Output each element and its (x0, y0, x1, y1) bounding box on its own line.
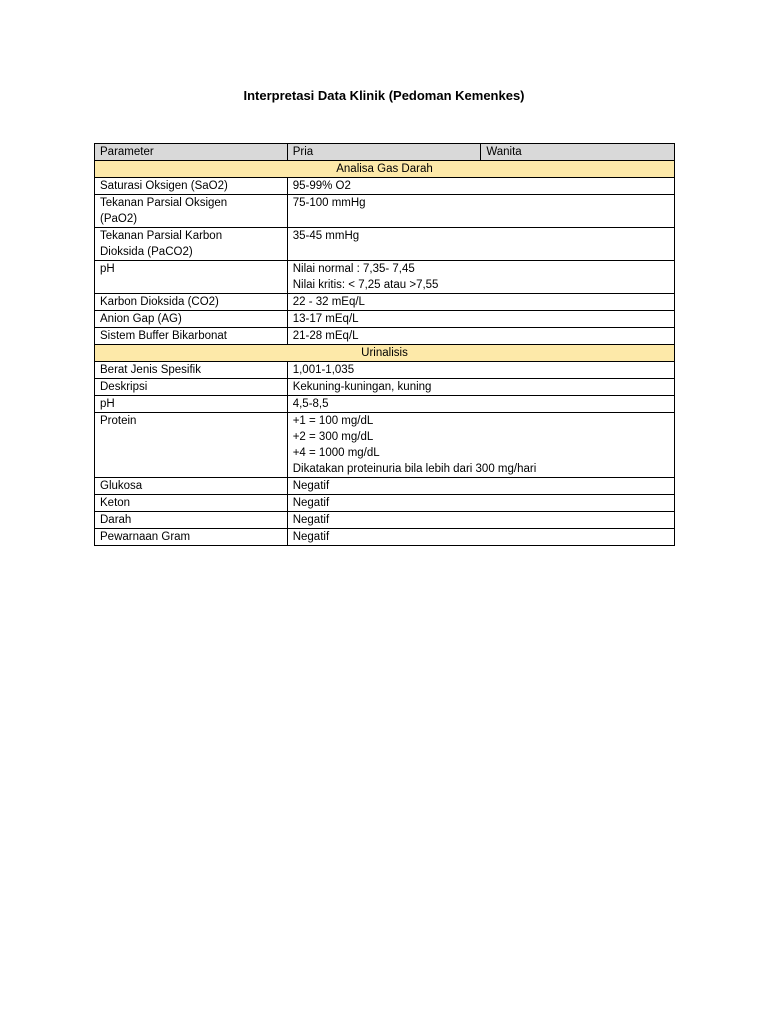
parameter-text: Berat Jenis Spesifik (100, 364, 201, 376)
parameter-cell (95, 379, 288, 396)
value-text: Kekuning-kuningan, kuning (292, 381, 432, 393)
parameter-text: Karbon Dioksida (CO2) (100, 296, 219, 308)
table-row (95, 512, 675, 529)
parameter-text: Dioksida (PaCO2) (100, 246, 193, 258)
parameter-text: Tekanan Parsial Karbon (100, 230, 223, 242)
section-title: Analisa Gas Darah (95, 161, 675, 178)
table-row (95, 478, 675, 495)
parameter-cell (95, 328, 288, 345)
parameter-cell (95, 396, 288, 413)
table-row (95, 379, 675, 396)
parameter-cell (95, 413, 288, 478)
table-row (95, 529, 675, 546)
value-text: 4,5-8,5 (292, 398, 329, 410)
value-cell (287, 178, 674, 195)
table-row (95, 362, 675, 379)
page-title: Interpretasi Data Klinik (Pedoman Kemenkes) (243, 88, 525, 103)
value-text: Negatif (292, 497, 330, 509)
parameter-text: Glukosa (100, 480, 143, 492)
parameter-text: Sistem Buffer Bikarbonat (100, 330, 227, 342)
value-text: 21-28 mEq/L (292, 330, 359, 342)
parameter-text: Deskripsi (100, 381, 148, 393)
value-text: +4 = 1000 mg/dL (292, 447, 380, 459)
value-cell (287, 311, 674, 328)
value-cell (287, 495, 674, 512)
table-row (95, 311, 675, 328)
parameter-text: Protein (100, 415, 137, 427)
parameter-cell (95, 178, 288, 195)
value-cell (287, 228, 674, 261)
parameter-cell (95, 495, 288, 512)
parameter-text: pH (100, 263, 115, 275)
section-header-row (95, 161, 675, 178)
value-cell (287, 478, 674, 495)
parameter-text: Keton (100, 497, 131, 509)
parameter-text: (PaO2) (100, 213, 138, 225)
value-text: Negatif (292, 531, 330, 543)
parameter-cell (95, 261, 288, 294)
value-text: 13-17 mEq/L (292, 313, 359, 325)
section-header-row (95, 345, 675, 362)
value-cell (287, 294, 674, 311)
parameter-text: Tekanan Parsial Oksigen (100, 197, 228, 209)
value-text: 35-45 mmHg (292, 230, 360, 242)
parameter-cell (95, 195, 288, 228)
parameter-text: Anion Gap (AG) (100, 313, 182, 325)
section-title: Urinalisis (95, 345, 675, 362)
parameter-cell (95, 478, 288, 495)
value-cell (287, 413, 674, 478)
parameter-cell (95, 311, 288, 328)
value-text: 75-100 mmHg (292, 197, 366, 209)
value-cell (287, 195, 674, 228)
value-cell (287, 261, 674, 294)
value-text: Negatif (292, 514, 330, 526)
value-text: Nilai kritis: < 7,25 atau >7,55 (292, 279, 439, 291)
value-cell (287, 328, 674, 345)
clinical-data-table (94, 143, 675, 546)
value-text: 95-99% O2 (292, 180, 351, 192)
table-row (95, 328, 675, 345)
header-wanita: Wanita (481, 144, 675, 161)
value-cell (287, 362, 674, 379)
parameter-cell (95, 228, 288, 261)
parameter-cell (95, 512, 288, 529)
parameter-text: Saturasi Oksigen (SaO2) (100, 180, 228, 192)
table-row (95, 413, 675, 478)
table-header-row (95, 144, 675, 161)
header-parameter: Parameter (95, 144, 288, 161)
value-text: +1 = 100 mg/dL (292, 415, 374, 427)
value-cell (287, 529, 674, 546)
parameter-cell (95, 362, 288, 379)
table-row (95, 495, 675, 512)
value-text: Negatif (292, 480, 330, 492)
value-text: Nilai normal : 7,35- 7,45 (292, 263, 415, 275)
header-pria: Pria (287, 144, 481, 161)
table-row (95, 294, 675, 311)
table-row (95, 228, 675, 261)
value-text: +2 = 300 mg/dL (292, 431, 374, 443)
value-cell (287, 396, 674, 413)
value-cell (287, 512, 674, 529)
table-body (95, 144, 675, 546)
parameter-text: Darah (100, 514, 132, 526)
table-row (95, 261, 675, 294)
table-row (95, 178, 675, 195)
parameter-cell (95, 294, 288, 311)
value-text: 1,001-1,035 (292, 364, 355, 376)
table-row (95, 195, 675, 228)
parameter-cell (95, 529, 288, 546)
table-row (95, 396, 675, 413)
value-cell (287, 379, 674, 396)
value-text: Dikatakan proteinuria bila lebih dari 300 mg/hari (292, 463, 537, 475)
parameter-text: pH (100, 398, 115, 410)
value-text: 22 - 32 mEq/L (292, 296, 365, 308)
parameter-text: Pewarnaan Gram (100, 531, 191, 543)
